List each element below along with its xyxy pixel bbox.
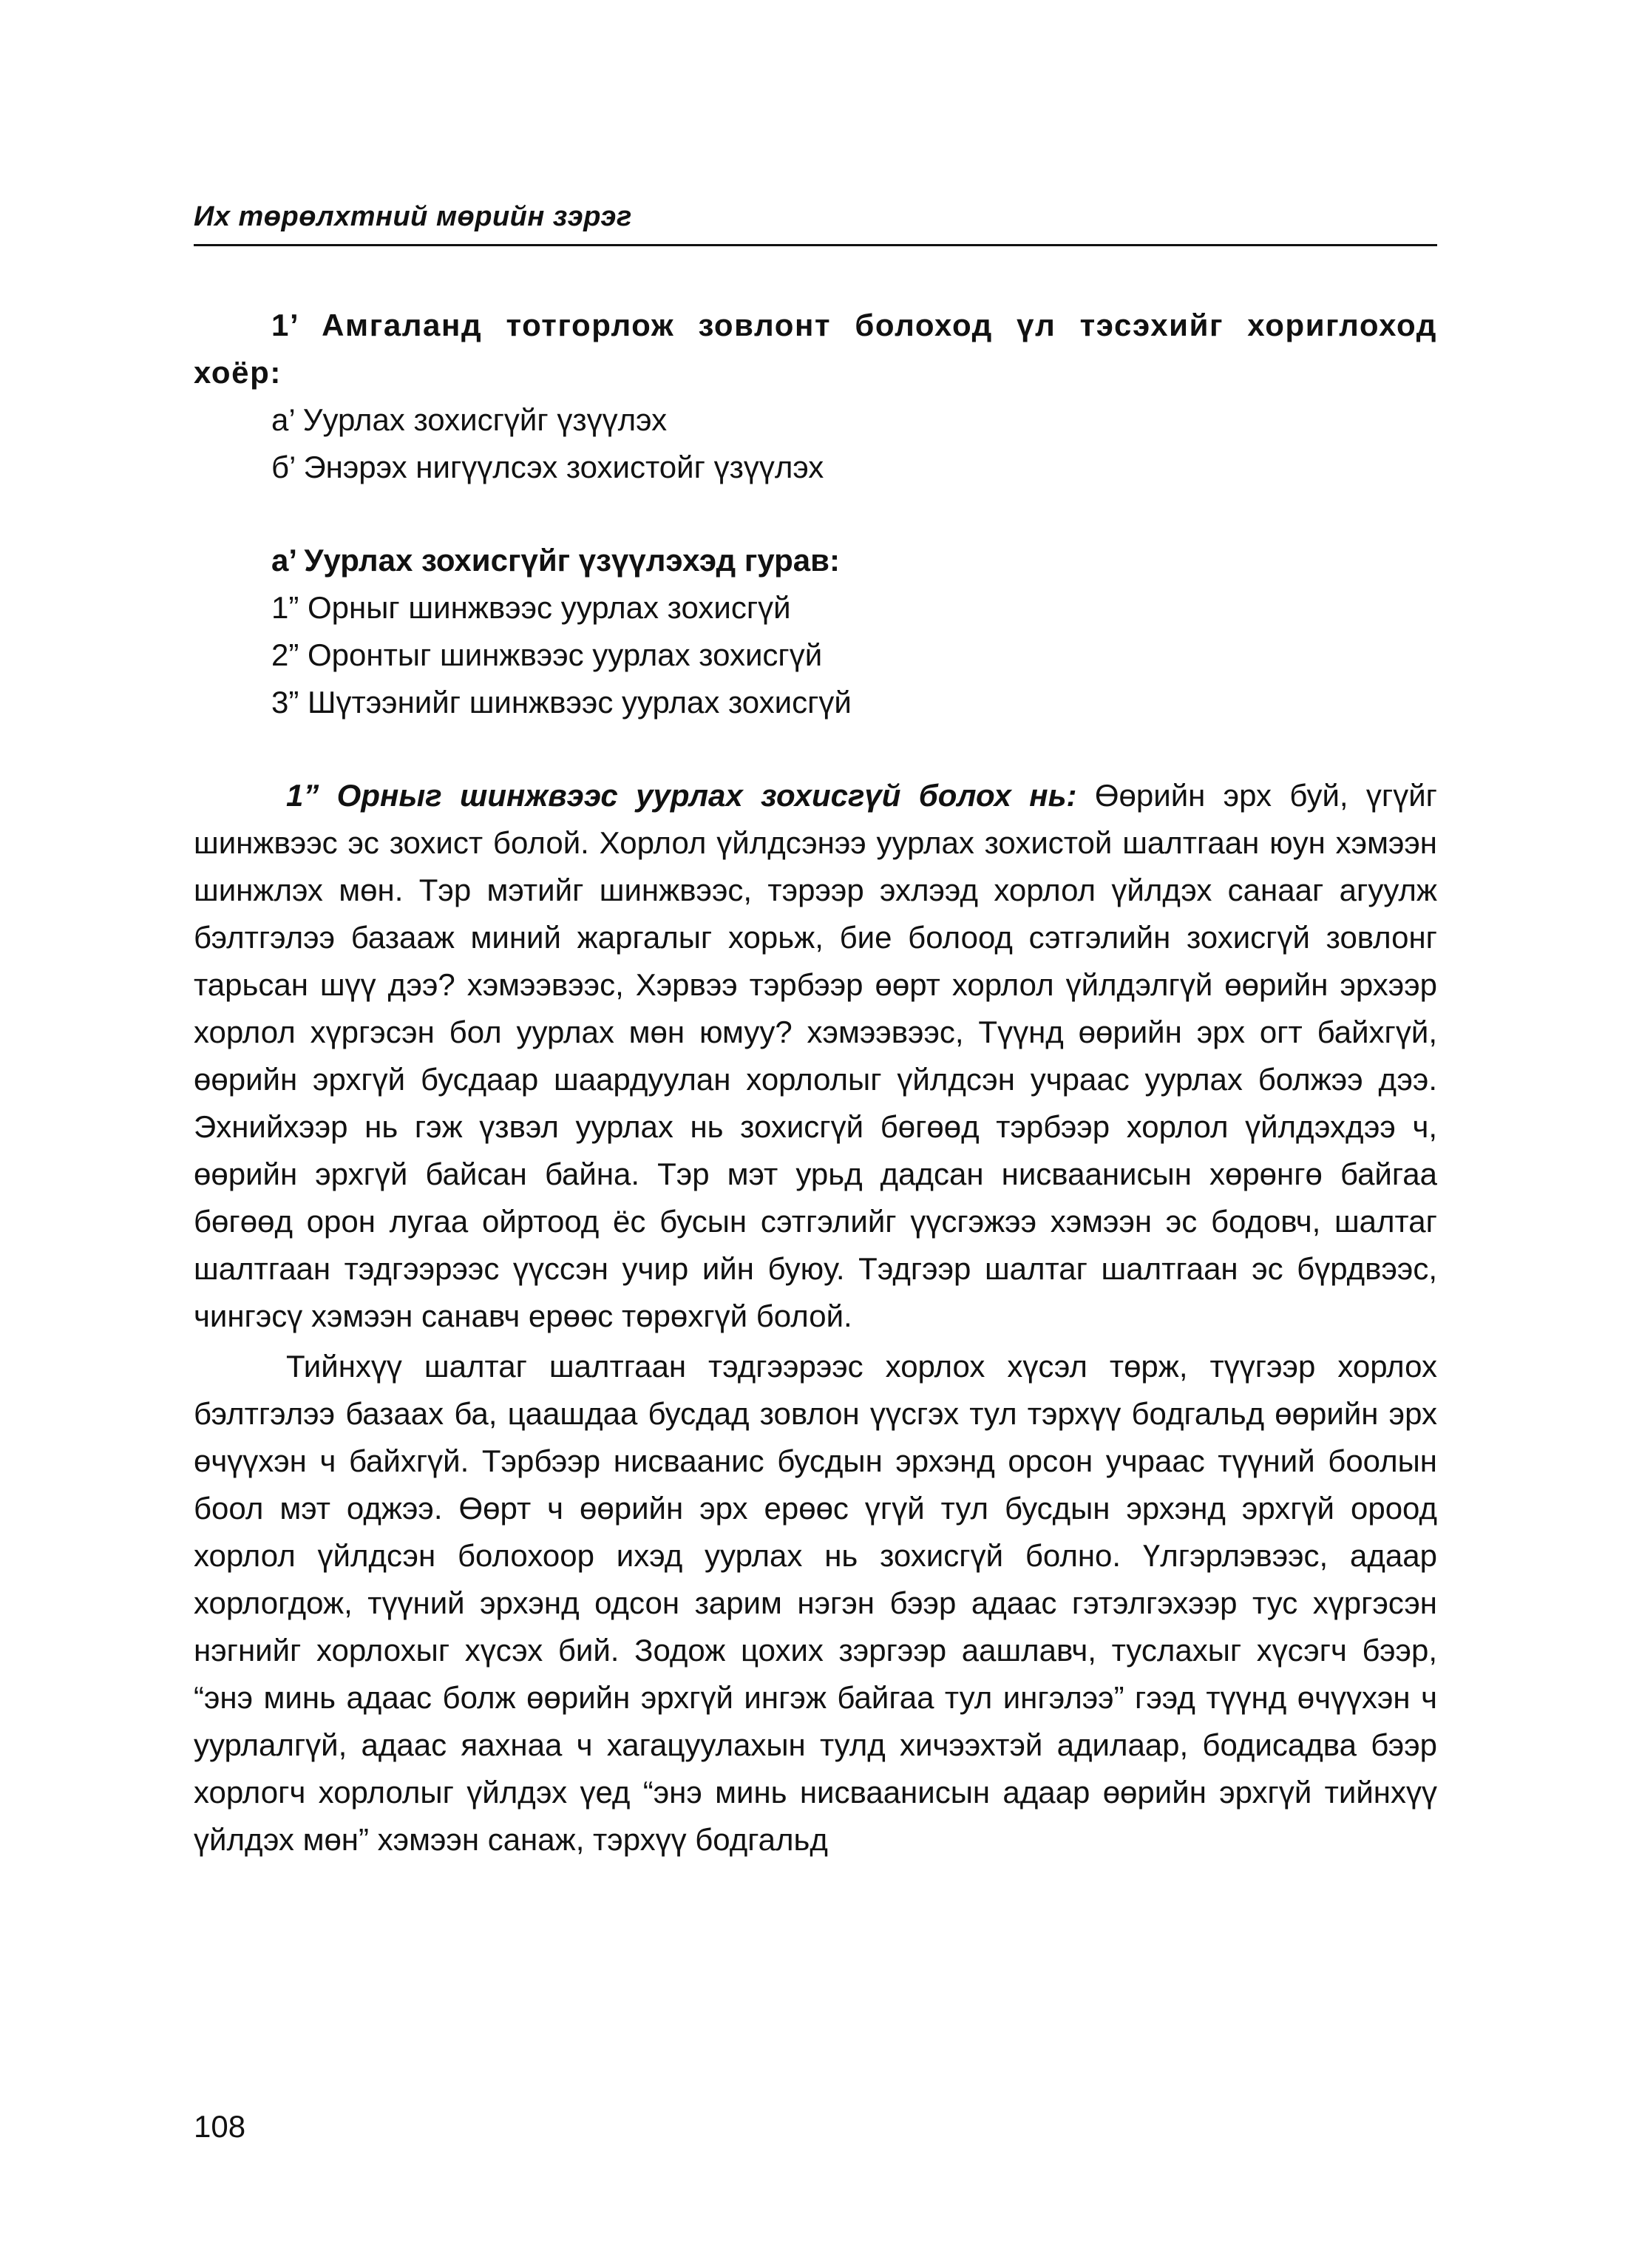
running-header: Их төрөлхтний мөрийн зэрэг	[194, 201, 632, 232]
paragraph-lead: 1” Орныг шинжвээс уурлах зохисгүй болох нь:	[286, 778, 1077, 813]
list-item: 1” Орныг шинжвээс уурлах зохисгүй	[271, 590, 791, 625]
list-item: 3” Шүтээнийг шинжвээс уурлах зохисгүй	[271, 685, 852, 720]
paragraph-text: Өөрийн эрх буй, үгүйг шинжвээс эс зохист болой. Хорлол үйлдсэнээ уурлах зохистой шалтгаан юун хэмээн шинжлэх мөн. Тэр мэтийг шинжвээс, тэрээр эхлээд хорлол үйлдэх санааг агуулж бэлтгэлээ базааж миний жаргалыг хорьж, бие болоод сэтгэлийн зохисгүй зовлонг тарьсан шүү дээ? хэмээвээс, Хэрвээ тэрбээр өөрт хорлол үйлдэлгүй өөрийн эрхээр хорлол хүргэсэн бол уурлах мөн юмуу? хэмээвээс, Түүнд өөрийн эрх огт байхгүй, өөрийн эрхгүй бусдаар шаардуулан хорлолыг үйлдсэн учраас уурлах болжээ дээ. Эхнийхээр нь гэж үзвэл уурлах нь зохисгүй бөгөөд тэрбээр хорлол үйлдэхдээ ч, өөрийн эрхгүй байсан байна. Тэр мэт урьд дадсан нисваанисын хөрөнгө байгаа бөгөөд орон лугаа ойртоод ёс бусын сэтгэлийг үүсгэжээ хэмээн эс бодовч, шалтаг шалтгаан тэдгээрээс үүссэн учир ийн буюу. Тэдгээр шалтаг шалтгаан эс бүрдвээс, чингэсү хэмээн санавч ерөөс төрөхгүй болой.	[194, 778, 1438, 1333]
body-paragraph	[194, 1343, 1437, 1864]
list-item: 2” Оронтыг шинжвээс уурлах зохисгүй	[271, 637, 823, 672]
body-paragraph	[194, 772, 1437, 1340]
section-heading: 1’ Амгаланд тотгорлож зовлонт болоход үл тэсэхийг хориглоход хоёр:	[194, 308, 1437, 390]
header-rule	[194, 244, 1437, 246]
subsection-heading: а’ Уурлах зохисгүйг үзүүлэхэд гурав:	[271, 543, 840, 578]
page-body	[194, 302, 1437, 1864]
list-item: а’ Уурлах зохисгүйг үзүүлэх	[271, 402, 668, 437]
paragraph-text: Тийнхүү шалтаг шалтгаан тэдгээрээс хорлох хүсэл төрж, түүгээр хорлох бэлтгэлээ базаах ба, цаашдаа бусдад зовлон үүсгэх тул тэрхүү бодгальд өөрийн эрх өчүүхэн ч байхгүй. Тэрбээр нисваанис бусдын эрхэнд орсон учраас түүний боолын боол мэт оджээ. Өөрт ч өөрийн эрх ерөөс үгүй тул бусдын эрхэнд эрхгүй ороод хорлол үйлдсэн болохоор ихэд уурлах нь зохисгүй болно. Үлгэрлэвээс, адаар хорлогдож, түүний эрхэнд одсон зарим нэгэн бээр адаас гэтэлгэхээр тус хүргэсэн нэгнийг хорлохыг хүсэх бий. Зодож цохих зэргээр аашлавч, туслахыг хүсэгч бээр, “энэ минь адаас болж өөрийн эрхгүй ингэж байгаа тул ингэлээ” гээд түүнд өчүүхэн ч уурлалгүй, адаас яахнаа ч хагацуулахын тулд хичээхтэй адилаар, бодисадва бээр хорлогч хорлолыг үйлдэх үед “энэ минь нисваанисын адаар өөрийн эрхгүй тийнхүү үйлдэх мөн” хэмээн санаж, тэрхүү бодгальд	[194, 1349, 1437, 1857]
subsection-list	[194, 584, 1437, 726]
list-item: б’ Энэрэх нигүүлсэх зохистойг үзүүлэх	[271, 450, 824, 484]
page-number: 108	[194, 2109, 246, 2144]
section-list	[194, 396, 1437, 491]
